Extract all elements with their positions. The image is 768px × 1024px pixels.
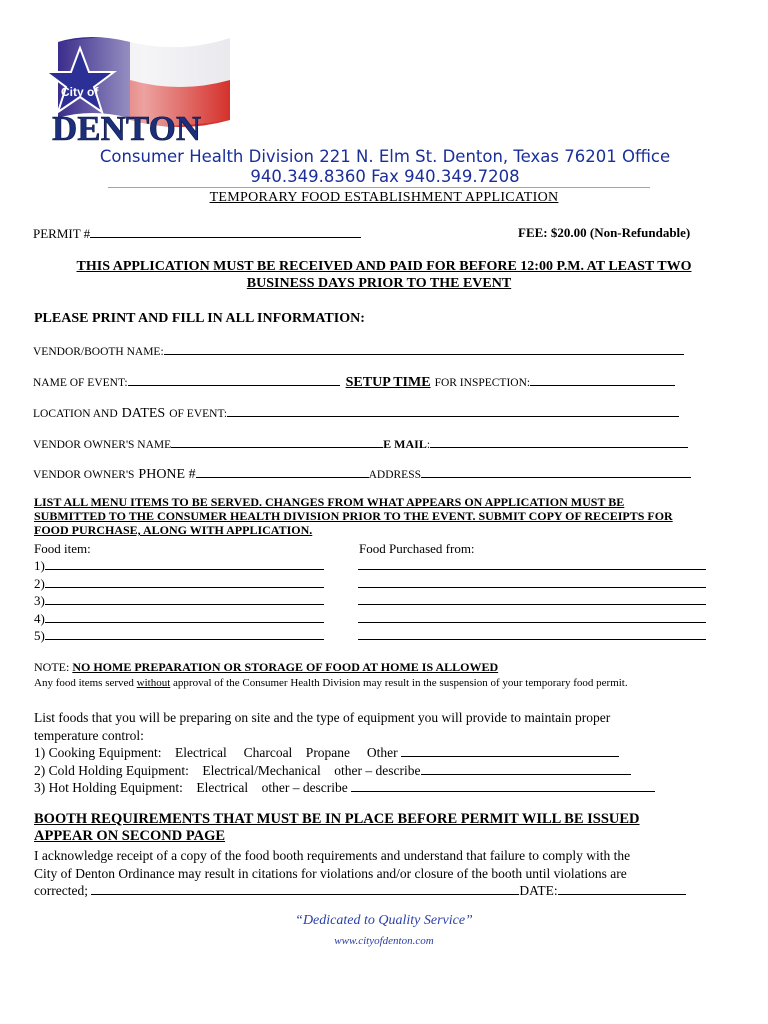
food-row-number: 3) (34, 593, 45, 608)
acknowledgement (34, 847, 734, 900)
header-line1: Consumer Health Division 221 N. Elm St. Denton, Texas 76201 Office (99, 147, 671, 166)
event-name-label: NAME OF EVENT: (33, 377, 128, 389)
phone-field[interactable] (196, 465, 369, 478)
food-item-field[interactable] (45, 592, 324, 605)
email-colon: : (426, 439, 431, 451)
food-row (34, 627, 324, 645)
equipment-intro1: List foods that you will be preparing on site and the type of equipment you will provide to maintain proper (34, 710, 611, 725)
food-item-field[interactable] (45, 557, 324, 570)
owner-name-row (33, 435, 688, 453)
owner-name-field[interactable] (171, 435, 383, 448)
event-row (33, 373, 675, 391)
phone-label: PHONE # (138, 467, 196, 482)
note-bold: NO HOME PREPARATION OR STORAGE OF FOOD AT HOME IS ALLOWED (72, 660, 499, 674)
deadline-line2: BUSINESS DAYS PRIOR TO THE EVENT (246, 276, 512, 291)
cooking-other-field[interactable] (401, 744, 619, 757)
food-row (34, 575, 324, 593)
event-name-field[interactable] (128, 373, 340, 386)
setup-time-label: SETUP TIME (345, 375, 431, 390)
address-field[interactable] (421, 465, 691, 478)
food-row-number: 1) (34, 558, 45, 573)
menu-notice-line3: FOOD PURCHASE, ALONG WITH APPLICATION. (34, 523, 313, 537)
hot-equipment-row (34, 779, 655, 797)
cooking-equipment-row (34, 744, 655, 762)
food-row-number: 4) (34, 610, 45, 626)
food-row-number: 5) (34, 628, 45, 643)
logo-city-of: City of (61, 85, 99, 99)
food-source-field[interactable] (358, 575, 706, 588)
food-row (34, 592, 324, 610)
owner-phone-row (33, 465, 691, 483)
hot-equipment-label: 3) Hot Holding Equipment: Electrical other – describe (34, 780, 348, 795)
email-field[interactable] (430, 435, 688, 448)
hot-describe-field[interactable] (351, 779, 655, 792)
menu-notice-line2: SUBMITTED TO THE CONSUMER HEALTH DIVISION PRIOR TO THE EVENT. SUBMIT COPY OF RECEIPTS FOR (34, 509, 673, 523)
vendor-booth-row (33, 342, 684, 360)
signature-row (34, 882, 734, 900)
header-line2: 940.349.8360 Fax 940.349.7208 (250, 167, 520, 186)
booth-requirements (34, 811, 640, 845)
home-prep-note (34, 660, 498, 675)
dates-label: DATES (121, 406, 166, 421)
booth-req-line2: APPEAR ON SECOND PAGE (34, 828, 226, 844)
ack-line1: I acknowledge receipt of a copy of the food booth requirements and understand that failure to comply with the (34, 848, 631, 863)
food-row-number: 2) (34, 575, 45, 591)
location-and-label: LOCATION AND (33, 408, 118, 420)
cold-describe-field[interactable] (421, 762, 631, 775)
owner-phone-prefix: VENDOR OWNER'S (33, 469, 135, 481)
for-inspection-label: FOR INSPECTION: (434, 377, 531, 389)
equipment-section (34, 709, 655, 797)
ack-line2: City of Denton Ordinance may result in citations for violations and/or closure of the booth until violations are (34, 865, 627, 881)
permit-row (33, 225, 361, 242)
address-label: ADDRESS (368, 469, 421, 481)
vendor-booth-label: VENDOR/BOOTH NAME: (33, 346, 164, 358)
food-source-field[interactable] (358, 557, 706, 570)
header-divider (108, 187, 650, 188)
food-item-field[interactable] (45, 610, 324, 623)
equipment-intro2: temperature control: (34, 727, 144, 743)
note-prefix: NOTE: (34, 660, 73, 674)
email-label: E MAIL (383, 437, 427, 451)
food-item-label: Food item: (34, 541, 91, 556)
booth-req-line1: BOOTH REQUIREMENTS THAT MUST BE IN PLACE BEFORE PERMIT WILL BE ISSUED (34, 811, 640, 827)
fee-text: FEE: $20.00 (Non-Refundable) (518, 225, 691, 240)
date-field[interactable] (558, 882, 686, 895)
approval-warning (34, 677, 628, 689)
menu-notice-line1: LIST ALL MENU ITEMS TO BE SERVED. CHANGES FROM WHAT APPEARS ON APPLICATION MUST BE (34, 495, 625, 509)
food-source-field[interactable] (358, 627, 706, 640)
food-purchased-label: Food Purchased from: (359, 541, 475, 556)
ack-line3: corrected; (34, 883, 88, 898)
approval-post: approval of the Consumer Health Division may result in the suspension of your temporary food permit. (170, 677, 628, 689)
footer-motto: “Dedicated to Quality Service” (295, 913, 473, 928)
food-row (34, 610, 324, 628)
vendor-booth-field[interactable] (164, 342, 684, 355)
approval-without: without (136, 677, 171, 689)
food-source-field[interactable] (358, 610, 706, 623)
permit-label: PERMIT # (33, 226, 91, 241)
city-of-denton-logo (30, 30, 240, 148)
food-item-field[interactable] (45, 627, 324, 640)
division-contact (40, 147, 730, 187)
of-event-label: OF EVENT: (169, 408, 228, 420)
setup-time-field[interactable] (530, 373, 675, 386)
cold-equipment-label: 2) Cold Holding Equipment: Electrical/Mechanical other – describe (34, 762, 421, 778)
approval-pre: Any food items served (34, 677, 137, 689)
logo-denton: DENTON (52, 109, 202, 148)
food-item-field[interactable] (45, 575, 324, 588)
menu-notice (34, 495, 673, 537)
food-source-field[interactable] (358, 592, 706, 605)
form-title: TEMPORARY FOOD ESTABLISHMENT APPLICATION (209, 190, 559, 205)
cold-equipment-row (34, 762, 655, 780)
signature-field[interactable] (91, 882, 519, 895)
date-label: DATE: (519, 883, 558, 898)
food-items-list (34, 557, 324, 645)
food-purchased-list (358, 557, 706, 645)
print-instruction: PLEASE PRINT AND FILL IN ALL INFORMATION: (34, 311, 365, 326)
location-row (33, 404, 679, 422)
deadline-line1: THIS APPLICATION MUST BE RECEIVED AND PAID FOR BEFORE 12:00 P.M. AT LEAST TWO (76, 259, 692, 274)
cooking-equipment-label: 1) Cooking Equipment: Electrical Charcoal Propane Other (34, 745, 398, 760)
footer-url[interactable]: www.cityofdenton.com (334, 935, 434, 947)
permit-number-field[interactable] (90, 225, 361, 238)
location-dates-field[interactable] (227, 404, 679, 417)
owner-name-label: VENDOR OWNER'S NAME (33, 439, 172, 451)
food-row (34, 557, 324, 575)
